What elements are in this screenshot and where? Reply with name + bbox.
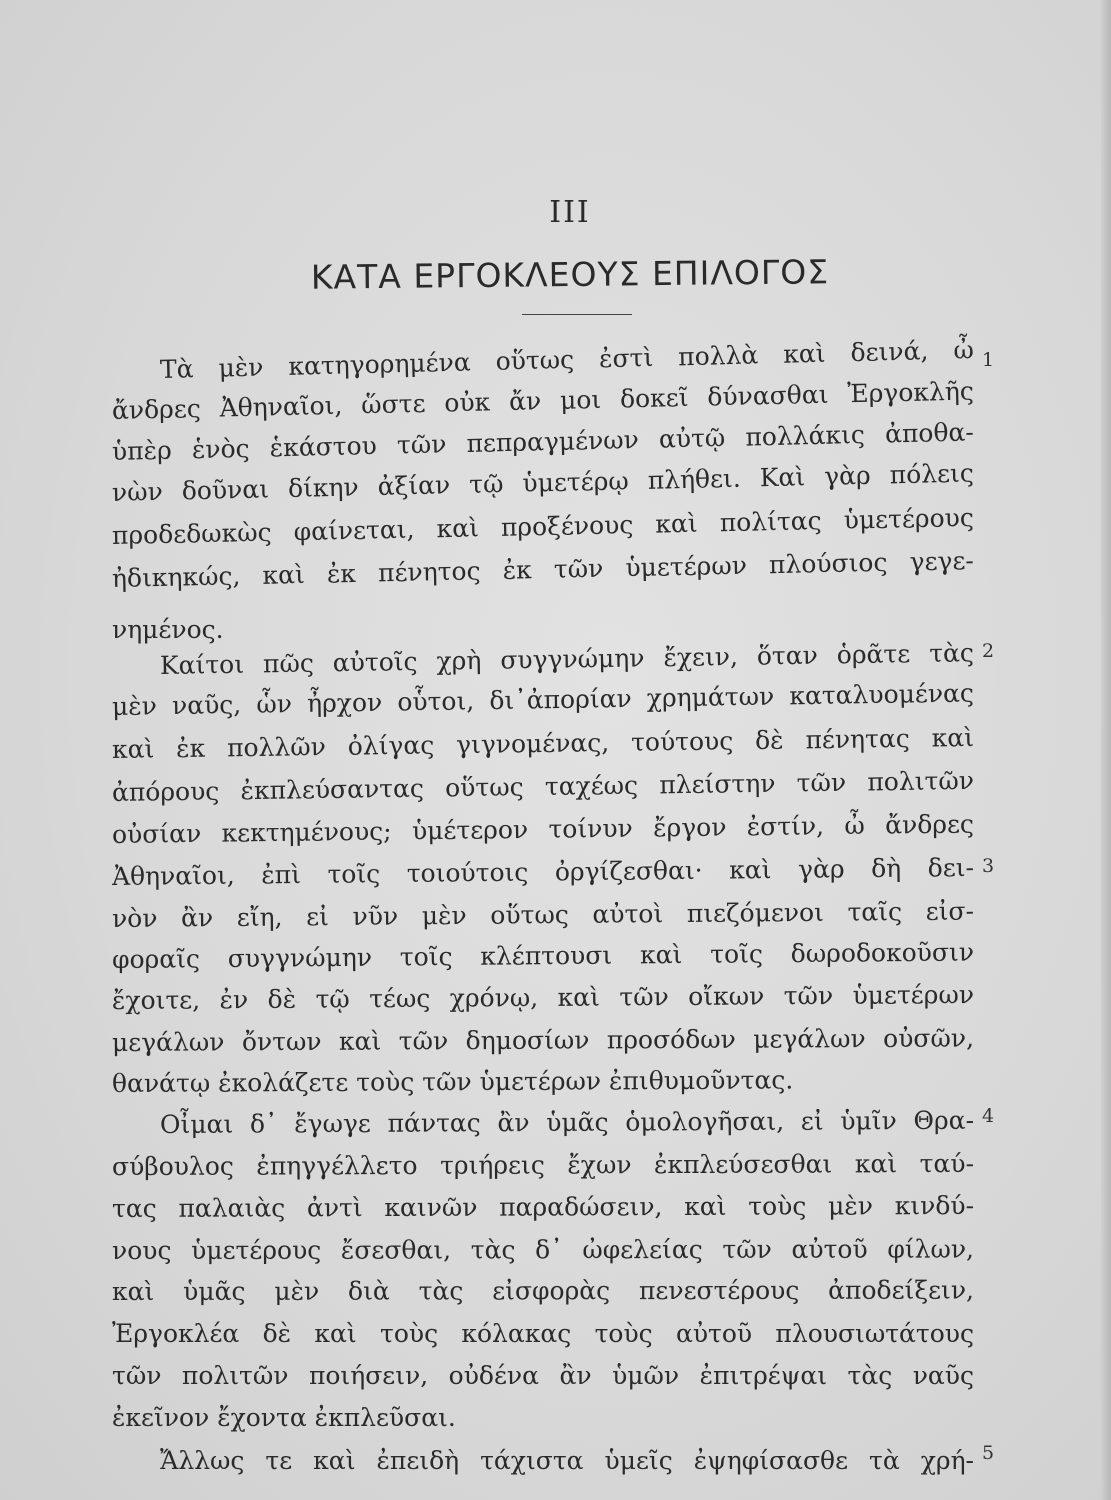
section-number: 2: [982, 640, 995, 662]
text-line: ἐκεῖνον ἔχοντα ἐκπλεῦσαι.: [112, 1403, 456, 1432]
text-line: οὐσίαν κεκτημένους; ὑμέτερον τοίνυν ἔργον ἐστίν, ὦ ἄνδρες: [111, 809, 975, 849]
section-number: 1: [982, 349, 995, 371]
text-line: σύβουλος ἐπηγγέλλετο τριήρεις ἔχων ἐκπλεύσεσθαι καὶ ταύ-: [111, 1148, 975, 1181]
text-line: μεγάλων ὄντων καὶ τῶν δημοσίων προσόδων μεγάλων οὐσῶν,: [111, 1023, 975, 1057]
text-line: Ἀθηναῖοι, ἐπὶ τοῖς τοιούτοις ὀργίζεσθαι· καὶ γὰρ δὴ δει-: [111, 852, 975, 891]
text-line: καὶ ἐκ πολλῶν ὀλίγας γιγνομένας, τούτους δὲ πένητας καὶ: [111, 722, 975, 764]
section-number: 4: [982, 1105, 995, 1127]
section-number: 5: [982, 1442, 995, 1464]
text-line: Ἄλλως τε καὶ ἐπειδὴ τάχιστα ὑμεῖς ἐψηφίσασθε τὰ χρή-: [160, 1446, 974, 1475]
text-line: καὶ ὑμᾶς μὲν διὰ τὰς εἰσφορὰς πενεστέρους ἀποδείξειν,: [111, 1275, 975, 1306]
text-line: ὑπὲρ ἑνὸς ἑκάστου τῶν πεπραγμένων αὐτῷ πολλάκις ἀποθα-: [111, 417, 975, 466]
text-line: ἠδικηκώς, καὶ ἐκ πένητος ἐκ τῶν ὑμετέρων πλούσιος γεγε-: [111, 545, 975, 593]
text-line: τας παλαιὰς ἀντὶ καινῶν παραδώσειν, καὶ τοὺς μὲν κινδύ-: [111, 1190, 975, 1223]
text-line: Ἐργοκλέα δὲ καὶ τοὺς κόλακας τοὺς αὐτοῦ πλουσιωτάτους: [112, 1319, 974, 1348]
text-line: προδεδωκὼς φαίνεται, καὶ προξένους καὶ πολίτας ὑμετέρους: [111, 502, 975, 550]
text-line: νους ὑμετέρους ἔσεσθαι, τὰς δ᾽ ὠφελείας τῶν αὐτοῦ φίλων,: [111, 1234, 975, 1265]
text-line: νὸν ἂν εἴη, εἰ νῦν μὲν οὕτως αὐτοὶ πιεζόμενοι ταῖς εἰσ-: [111, 896, 975, 933]
text-line: ἔχοιτε, ἐν δὲ τῷ τέως χρόνῳ, καὶ τῶν οἴκων τῶν ὑμετέρων: [111, 979, 975, 1015]
text-line: Τὰ μὲν κατηγορημένα οὕτως ἐστὶ πολλὰ καὶ δεινά, ὦ: [159, 335, 975, 384]
text-line: νὼν δοῦναι δίκην ἀξίαν τῷ ὑμετέρῳ πλήθει. Καὶ γὰρ πόλεις: [111, 458, 975, 507]
text-line: νημένος.: [112, 615, 224, 644]
text-line: φοραῖς συγγνώμην τοῖς κλέπτουσι καὶ τοῖς δωροδοκοῦσιν: [111, 937, 975, 974]
section-number: 3: [982, 855, 995, 877]
text-line: ἀπόρους ἐκπλεύσαντας οὕτως ταχέως πλείστην τῶν πολιτῶν: [111, 765, 975, 807]
chapter-number: III: [549, 195, 591, 230]
text-line: ἄνδρες Ἀθηναῖοι, ὥστε οὐκ ἄν μοι δοκεῖ δύνασθαι Ἐργοκλῆς: [111, 376, 975, 425]
text-line: θανάτῳ ἐκολάζετε τοὺς τῶν ὑμετέρων ἐπιθυμοῦντας.: [111, 1065, 794, 1098]
title-divider: [522, 314, 632, 315]
text-line: Καίτοι πῶς αὐτοῖς χρὴ συγγνώμην ἔχειν, ὅταν ὁρᾶτε τὰς: [159, 638, 975, 680]
chapter-title: ΚΑΤΑ ΕΡΓΟΚΛΕΟΥΣ ΕΠΙΛΟΓΟΣ: [310, 252, 830, 297]
text-line: Οἶμαι δ᾽ ἔγωγε πάντας ἂν ὑμᾶς ὁμολογῆσαι, εἰ ὑμῖν Θρα-: [159, 1105, 975, 1139]
text-line: μὲν ναῦς, ὧν ἦρχον οὗτοι, δι᾽ἀπορίαν χρημάτων καταλυομένας: [111, 678, 975, 721]
text-line: τῶν πολιτῶν ποιήσειν, οὐδένα ἂν ὑμῶν ἐπιτρέψαι τὰς ναῦς: [112, 1361, 974, 1390]
